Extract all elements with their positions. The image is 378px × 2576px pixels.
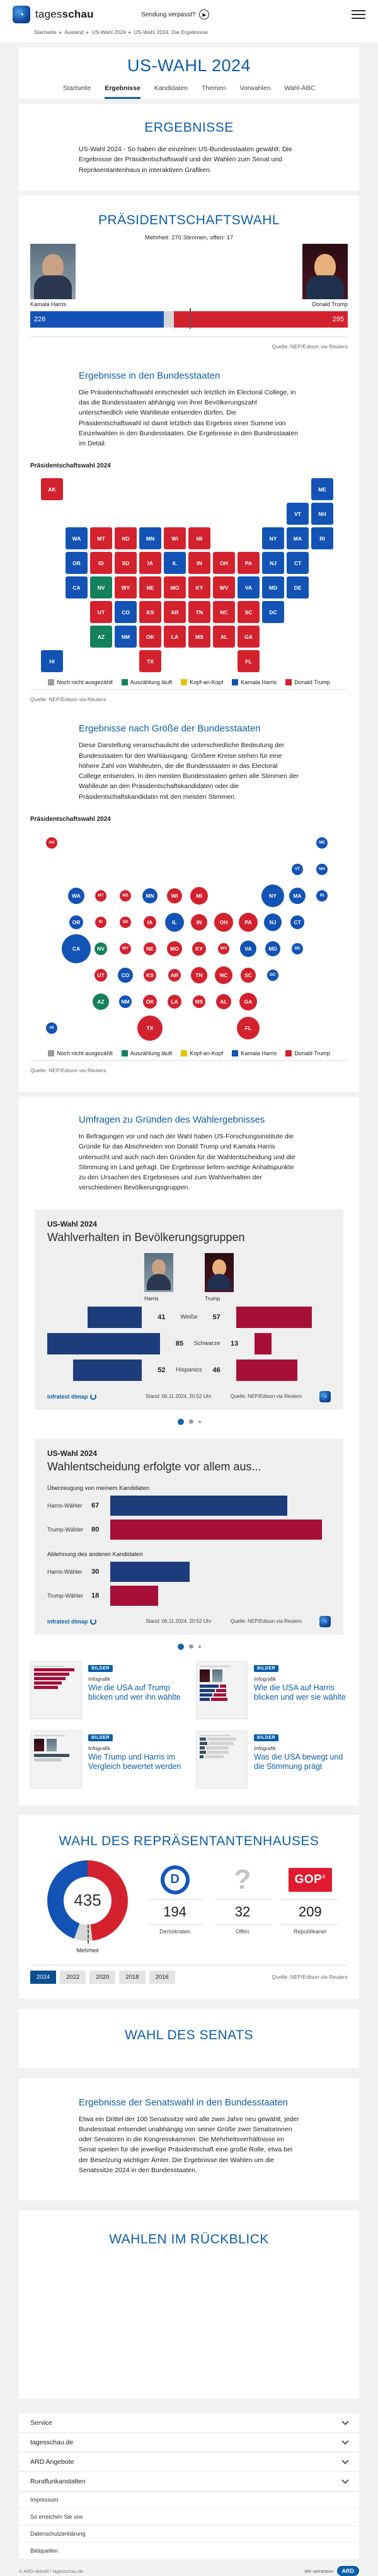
tab-kandidaten[interactable]: Kandidaten [154, 84, 188, 92]
trump-name: Donald Trump [312, 301, 348, 307]
state-bubble-UT[interactable]: UT [94, 969, 107, 982]
state-results-map [19, 474, 359, 673]
breadcrumb-separator: ▸ [59, 29, 62, 35]
state-bubble-WY[interactable]: WY [120, 943, 131, 954]
infographic-title: Wahlentscheidung erfolgte vor allem aus... [47, 1460, 261, 1473]
senate-text-card [19, 2078, 359, 2201]
stand-timestamp: Stand: 06.11.2024, 20:52 Uhr [146, 1618, 212, 1625]
chevron-down-icon [341, 2458, 348, 2464]
state-bubble-MA[interactable]: MA [289, 888, 306, 904]
breadcrumb [13, 25, 365, 41]
teaser-card-2[interactable] [196, 1661, 348, 1719]
state-tile-AZ[interactable]: AZ [90, 626, 112, 648]
party-block-demokraten [147, 1863, 203, 1935]
state-bubble-VT[interactable]: VT [292, 864, 303, 875]
state-tile-DC[interactable]: DC [262, 601, 284, 623]
legend-item: Kamala Harris [232, 679, 277, 685]
party-name: Republikaner [293, 1928, 327, 1935]
state-tile-WA[interactable]: WA [66, 527, 88, 549]
harris-caption: Harris [144, 1295, 159, 1302]
house-heading: WAHL DES REPRÄSENTANTENHAUSES [59, 1833, 319, 1848]
infratest-dimap-logo: infratest dimap [47, 1394, 96, 1400]
state-bubble-NM[interactable]: NM [119, 995, 132, 1008]
house-donut-chart [47, 1860, 128, 1941]
state-bubble-OH[interactable]: OH [214, 913, 233, 932]
source-note: Quelle: NEP/Edison via Reuters [230, 1618, 302, 1625]
state-tile-KS[interactable]: KS [139, 601, 161, 623]
state-tile-NE[interactable]: NE [139, 576, 161, 598]
motivation-row: Trump-Wähler 80 [47, 1520, 331, 1540]
teaser-title[interactable]: Wie die USA auf Harris blicken und wer sie wählte [254, 1683, 346, 1702]
umfragen-heading: Umfragen zu Gründen des Wahlergebnisses [79, 1114, 265, 1125]
teaser-title[interactable]: Was die USA bewegt und die Stimmung prägt [254, 1752, 343, 1772]
majority-label: Mehrheit [76, 1947, 99, 1954]
trump-bar [236, 1360, 297, 1381]
chevron-down-icon [341, 2419, 348, 2425]
breadcrumb-item[interactable]: Ausland [64, 29, 84, 35]
state-tile-FL[interactable]: FL [238, 650, 260, 672]
state-bubble-VA[interactable]: VA [240, 941, 256, 957]
carousel-dot-1[interactable] [178, 1644, 184, 1650]
state-tile-MO[interactable]: MO [164, 576, 186, 598]
motivation-infographic [35, 1439, 343, 1635]
party-summary [141, 1860, 344, 1935]
state-tile-ND[interactable]: ND [115, 527, 137, 549]
state-tile-IA[interactable]: IA [139, 552, 161, 574]
state-bubble-MI[interactable]: MI [190, 887, 208, 905]
rueckblick-card [19, 2211, 359, 2398]
footer-link-datenschutzerklrung[interactable]: Datenschutzerklärung [19, 2526, 359, 2543]
size-text: Diese Darstellung veranschaulicht die unterschiedliche Bedeutung der Bundesstaaten für den Wahlausgang. Größere Kreise stehen für eine höhere Zahl von Wahlleuten, die die Bundesstaaten in das Electoral College entsenden. In den meisten Bundesstaaten gehen alle Stimmen der Wahlleute an den Präsidentschaftskandidaten oder die Präsidentschaftskandidatin mit den meisten Stimmen. [79, 741, 299, 801]
state-bubble-FL[interactable]: FL [237, 1017, 260, 1039]
praesidentschaft-heading: PRÄSIDENTSCHAFTSWAHL [98, 212, 280, 227]
state-tile-WY[interactable]: WY [115, 576, 137, 598]
house-card [19, 1815, 359, 1999]
gop-logo-icon: GOP® [289, 1868, 332, 1892]
state-tile-DE[interactable]: DE [287, 576, 309, 598]
state-bubble-RI[interactable]: RI [316, 890, 328, 902]
state-tile-OR[interactable]: OR [66, 552, 88, 574]
state-bubble-DC[interactable]: DC [267, 970, 278, 981]
state-bubble-LA[interactable]: LA [168, 995, 181, 1009]
demographics-infographic [35, 1210, 343, 1410]
source-note: Quelle: NEP/Edison via Reuters [272, 343, 348, 350]
party-block-republikaner [282, 1863, 338, 1935]
menu-icon[interactable] [352, 10, 365, 19]
state-tile-NC[interactable]: NC [213, 601, 235, 623]
state-bubble-WI[interactable]: WI [167, 888, 182, 903]
legend-item: Noch nicht ausgezählt [48, 679, 113, 685]
state-tile-HI[interactable]: HI [41, 650, 63, 672]
senate-heading-card [19, 2009, 359, 2068]
state-bubble-DE[interactable]: DE [292, 943, 303, 954]
senate-sub-heading: Ergebnisse der Senatswahl in den Bundesstaaten [79, 2097, 288, 2108]
party-block-offen [214, 1863, 271, 1935]
state-bubble-NC[interactable]: NC [215, 966, 232, 984]
footer-link-impressum[interactable]: Impressum [19, 2492, 359, 2509]
state-tile-MN[interactable]: MN [139, 527, 161, 549]
seat-count-offen: 32 [214, 1899, 271, 1925]
state-bubble-PA[interactable]: PA [239, 913, 258, 932]
trump-electoral-votes: 295 [332, 315, 344, 323]
breadcrumb-item[interactable]: US-Wahl 2024: Die Ergebnisse [134, 29, 208, 35]
bilder-badge: BILDER [88, 1665, 113, 1672]
harris-name: Kamala Harris [30, 301, 67, 307]
footer-section-service[interactable]: Service [19, 2413, 359, 2433]
state-bubble-MS[interactable]: MS [193, 995, 205, 1008]
infographic-kicker: US-Wahl 2024 [47, 1448, 97, 1458]
state-tile-SC[interactable]: SC [238, 601, 260, 623]
tagesschau-logo-icon: ◔ [319, 1616, 331, 1627]
state-bubble-NE[interactable]: NE [144, 942, 156, 955]
harris-bar [73, 1360, 142, 1381]
footer-section-rundfunkanstalten[interactable]: Rundfunkanstalten [19, 2472, 359, 2492]
state-bubble-CT[interactable]: CT [290, 915, 304, 929]
year-tab-2016[interactable]: 2016 [149, 1971, 175, 1984]
state-bubble-IL[interactable]: IL [165, 913, 184, 932]
missed-broadcast-label: Sendung verpasst? [141, 11, 196, 18]
state-tile-UT[interactable]: UT [90, 601, 112, 623]
teaser-title[interactable]: Wie Trump und Harris im Vergleich bewertet werden [88, 1752, 181, 1772]
majority-marker [88, 1925, 89, 1943]
state-tile-MT[interactable]: MT [90, 527, 112, 549]
ard-logo: ARD [337, 2566, 360, 2576]
state-bubble-HI[interactable]: HI [46, 1022, 57, 1034]
site-header [0, 0, 378, 42]
state-tile-WI[interactable]: WI [164, 527, 186, 549]
teaser-grid [19, 1661, 359, 1789]
state-bubble-KS[interactable]: KS [144, 969, 156, 982]
tagesschau-logo-icon[interactable]: ◔ [13, 6, 30, 23]
tab-themen[interactable]: Themen [201, 84, 226, 92]
state-tile-AL[interactable]: AL [213, 626, 235, 648]
demo-row-Schwarze: 85 Schwarze 13 [47, 1333, 331, 1354]
harris-electoral-votes: 226 [34, 315, 46, 323]
open-seats-icon: ? [234, 1863, 251, 1895]
democrats-logo-icon: D [161, 1865, 190, 1894]
motivation-row: Trump-Wähler 18 [47, 1586, 331, 1606]
legend-item: Kopf-an-Kopf [181, 679, 223, 685]
state-tile-NY[interactable]: NY [262, 527, 284, 549]
bubble-legend [19, 1050, 359, 1056]
trump-caption: Trump [205, 1295, 220, 1302]
ergebnisse-card [19, 104, 359, 190]
state-tile-VA[interactable]: VA [238, 576, 260, 598]
state-bubble-NH[interactable]: NH [316, 864, 328, 875]
rueckblick-heading: WAHLEN IM RÜCKBLICK [109, 2232, 269, 2247]
state-tile-SD[interactable]: SD [115, 552, 137, 574]
state-tile-IL[interactable]: IL [164, 552, 186, 574]
seat-count-demokraten: 194 [147, 1899, 203, 1925]
carousel-dot-2[interactable] [189, 1419, 193, 1424]
source-note: Quelle: NEP/Edison via Reuters [230, 1394, 302, 1400]
chevron-down-icon [341, 2477, 348, 2484]
ec-segment-offen [164, 311, 174, 328]
state-tile-AK[interactable]: AK [41, 478, 63, 500]
senate-text: Etwa ein Drittel der 100 Senatssitze wird alle zwei Jahre neu gewählt, jeder Bundesstaat entsendet unabhängig von seiner Größe zwei Senatorinnen oder Senatoren in die Kongresskammer. Die Mehrheitsverhältnisse im Senat spielen für die jeweilige Präsidentschaft eine große Rolle, etwa bei der Besetzung wichtiger Ämter. Die Ergebnisse der Wahlen um die Senatssitze 2024 in den Bundesstaaten. [79, 2115, 299, 2174]
trump-bar [255, 1333, 272, 1354]
bilder-badge: BILDER [254, 1665, 278, 1672]
harris-photo [30, 244, 76, 299]
electoral-college-bar [30, 311, 348, 328]
tab-ergebnisse[interactable]: Ergebnisse [105, 84, 140, 99]
teaser-thumbnail [196, 1661, 248, 1719]
footer-accordion [19, 2413, 359, 2492]
brand-name[interactable]: tagesschau [35, 8, 94, 20]
state-bubble-TN[interactable]: TN [191, 967, 207, 983]
state-tile-NJ[interactable]: NJ [262, 552, 284, 574]
state-tile-NH[interactable]: NH [311, 503, 333, 525]
carousel-dot-2[interactable] [189, 1644, 193, 1649]
year-tab-2020[interactable]: 2020 [89, 1971, 115, 1984]
teaser-thumbnail [196, 1731, 248, 1789]
size-heading: Ergebnisse nach Größe der Bundesstaaten [79, 723, 261, 735]
breadcrumb-item[interactable]: Startseite [34, 29, 57, 35]
teaser-kicker: Infografik [254, 1675, 276, 1682]
state-tile-VT[interactable]: VT [287, 503, 309, 525]
carousel-dot-3[interactable] [198, 1646, 201, 1648]
footer-section-tagesschaude[interactable]: tagesschau.de [19, 2433, 359, 2453]
state-bubble-SD[interactable]: SD [120, 917, 131, 928]
state-tile-TX[interactable]: TX [139, 650, 161, 672]
year-tab-2024[interactable]: 2024 [30, 1971, 56, 1984]
carousel-dot-1[interactable] [178, 1419, 184, 1425]
ard-network-logo[interactable] [304, 2566, 359, 2576]
state-tile-CT[interactable]: CT [287, 552, 309, 574]
demo-row-Weiße: 41 Weiße 57 [47, 1307, 331, 1328]
breadcrumb-item[interactable]: US-Wahl 2024 [91, 29, 127, 35]
infratest-dimap-logo: infratest dimap [47, 1618, 96, 1625]
state-bubble-CA[interactable]: CA [62, 934, 91, 963]
page-title: US-WAHL 2024 [127, 56, 251, 75]
tab-vorwahlen[interactable]: Vorwahlen [239, 84, 271, 92]
ergebnisse-heading: ERGEBNISSE [144, 120, 234, 135]
motivation-group-label: Ablehnung des anderen Kandidaten [47, 1550, 143, 1558]
trump-photo [205, 1253, 234, 1292]
legend-item: Donald Trump [285, 1050, 330, 1056]
teaser-card-1[interactable] [30, 1661, 182, 1719]
state-tile-CA[interactable]: CA [66, 576, 88, 598]
harris-photo [144, 1253, 173, 1292]
state-bubble-TX[interactable]: TX [137, 1016, 163, 1041]
state-bubble-ME[interactable]: ME [316, 837, 328, 849]
state-bubble-MN[interactable]: MN [142, 888, 158, 903]
state-tile-CO[interactable]: CO [115, 601, 137, 623]
source-note: Quelle: NEP/Edison via Reuters [30, 1067, 106, 1073]
state-tile-PA[interactable]: PA [238, 552, 260, 574]
state-tile-WV[interactable]: WV [213, 576, 235, 598]
carousel-dots [19, 1419, 359, 1425]
state-tile-ME[interactable]: ME [311, 478, 333, 500]
teaser-kicker: Infografik [88, 1675, 110, 1682]
missed-broadcast-link[interactable] [141, 9, 209, 20]
footer-links [19, 2492, 359, 2560]
majority-marker [190, 308, 191, 329]
harris-bar [110, 1562, 190, 1582]
teaser-title[interactable]: Wie die USA auf Trump blicken und wer ihn wählte [88, 1683, 181, 1702]
party-name: Demokraten [159, 1928, 191, 1935]
harris-bar [110, 1496, 287, 1516]
state-bubble-ID[interactable]: ID [95, 917, 106, 928]
state-tile-RI[interactable]: RI [311, 527, 333, 549]
party-name: Offen [236, 1928, 249, 1935]
state-bubble-AR[interactable]: AR [168, 969, 181, 982]
title-card [19, 47, 359, 99]
state-bubble-NV[interactable]: NV [94, 942, 107, 955]
state-bubble-ND[interactable]: ND [120, 890, 131, 902]
trump-photo [302, 244, 348, 299]
states-heading: Ergebnisse in den Bundesstaaten [79, 370, 220, 381]
teaser-thumbnail [30, 1661, 82, 1719]
legend-item: Noch nicht ausgezählt [48, 1050, 113, 1056]
state-tile-NV[interactable]: NV [90, 576, 112, 598]
legend-item: Auszählung läuft [122, 1050, 173, 1056]
trump-bar [110, 1520, 322, 1540]
demographics-bars [47, 1307, 331, 1381]
legend-item: Kamala Harris [232, 1050, 277, 1056]
seat-count-republikaner: 209 [282, 1899, 338, 1925]
trump-bar [236, 1307, 312, 1328]
trump-bar [110, 1586, 158, 1606]
ard-claim: Wir vernetzen [304, 2568, 334, 2574]
motivation-row: Harris-Wähler 67 [47, 1496, 331, 1516]
state-bubble-KY[interactable]: KY [192, 942, 206, 956]
demo-row-Hispanics: 52 Hispanics 46 [47, 1360, 331, 1381]
infographic-title: Wahlverhalten in Bevölkerungsgruppen [47, 1230, 245, 1244]
legend-item: Kopf-an-Kopf [181, 1050, 223, 1056]
state-tile-MA[interactable]: MA [287, 527, 309, 549]
state-bubble-MO[interactable]: MO [167, 941, 182, 956]
teaser-card-4[interactable] [196, 1731, 348, 1789]
state-tile-OH[interactable]: OH [213, 552, 235, 574]
year-tabs [30, 1971, 175, 1984]
state-tile-IN[interactable]: IN [188, 552, 210, 574]
state-bubble-OK[interactable]: OK [143, 995, 157, 1009]
motivation-row: Harris-Wähler 30 [47, 1562, 331, 1582]
state-bubble-GA[interactable]: GA [239, 993, 257, 1010]
state-tile-NM[interactable]: NM [115, 626, 137, 648]
state-tile-MD[interactable]: MD [262, 576, 284, 598]
source-note: Quelle: NEP/Edison via Reuters [272, 1974, 348, 1981]
year-tab-2018[interactable]: 2018 [119, 1971, 145, 1984]
state-bubble-WA[interactable]: WA [68, 888, 84, 904]
state-tile-ID[interactable]: ID [90, 552, 112, 574]
teaser-thumbnail [30, 1731, 82, 1789]
state-bubble-SC[interactable]: SC [241, 968, 256, 983]
carousel-dot-3[interactable] [198, 1421, 201, 1423]
state-tile-OK[interactable]: OK [139, 626, 161, 648]
copyright: © ARD-aktuell / tagesschau.de [19, 2568, 84, 2574]
footer-link-soerreichensieuns[interactable]: So erreichen Sie uns [19, 2509, 359, 2526]
bilder-badge: BILDER [254, 1734, 278, 1741]
tab-startseite[interactable]: Startseite [62, 84, 91, 92]
ec-segment-Kamala Harris [30, 311, 164, 328]
state-bubble-NJ[interactable]: NJ [264, 913, 282, 931]
chevron-down-icon [341, 2438, 348, 2445]
state-bubble-CO[interactable]: CO [118, 968, 133, 983]
tab-wahl-abc[interactable]: Wahl-ABC [284, 84, 316, 92]
state-bubble-MD[interactable]: MD [265, 941, 280, 956]
praesidentschaft-card [19, 195, 359, 1092]
ec-segment-Donald Trump [174, 311, 348, 328]
state-tile-LA[interactable]: LA [164, 626, 186, 648]
footer-link-bildquellen[interactable]: Bildquellen [19, 2543, 359, 2560]
carousel-dots [19, 1644, 359, 1650]
tagesschau-logo-icon: ◔ [319, 1391, 331, 1402]
state-bubble-MT[interactable]: MT [95, 890, 106, 902]
footer-section-ardangebote[interactable]: ARD Angebote [19, 2453, 359, 2472]
house-total-seats: 435 [74, 1891, 101, 1910]
state-tile-MI[interactable]: MI [188, 527, 210, 549]
infographic-kicker: US-Wahl 2024 [47, 1219, 97, 1228]
state-bubble-AK[interactable]: AK [46, 837, 57, 849]
map-legend [19, 679, 359, 685]
breadcrumb-separator: ▸ [86, 29, 89, 35]
state-bubble-AL[interactable]: AL [216, 994, 231, 1009]
bilder-badge: BILDER [88, 1734, 113, 1741]
map-chart-label: Präsidentschaftswahl 2024 [30, 462, 111, 470]
motivation-group-label: Überzeugung von meinem Kandidaten [47, 1484, 150, 1492]
state-bubble-OR[interactable]: OR [69, 915, 83, 929]
state-bubble-IA[interactable]: IA [144, 916, 156, 929]
bubble-chart-label: Präsidentschaftswahl 2024 [30, 815, 111, 823]
senate-heading: WAHL DES SENATS [125, 2027, 253, 2042]
harris-bar [47, 1333, 160, 1354]
harris-bar [88, 1307, 142, 1328]
teaser-kicker: Infografik [88, 1744, 110, 1751]
state-bubble-WV[interactable]: WV [218, 943, 229, 954]
ergebnisse-text: US-Wahl 2024 - So haben die einzelnen US-Bundesstaaten gewählt: Die Ergebnisse der Präsidentschaftswahl und der Wahlen zum Senat und Repräsentantenhaus in interaktiven Grafiken. [79, 146, 292, 174]
umfragen-card [19, 1097, 359, 1805]
state-bubble-IN[interactable]: IN [191, 914, 207, 930]
source-note: Quelle: NEP/Edison via Reuters [30, 696, 106, 703]
state-tile-GA[interactable]: GA [238, 626, 260, 648]
majority-note: Mehrheit: 270 Stimmen, offen: 17 [144, 234, 234, 241]
stand-timestamp: Stand: 06.11.2024, 20:52 Uhr [146, 1394, 212, 1400]
state-bubble-NY[interactable]: NY [261, 884, 284, 907]
year-tab-2022[interactable]: 2022 [60, 1971, 86, 1984]
states-text: Die Präsidentschaftswahl entscheidet sich letztlich im Electoral College, in das die Bundesstaaten abhängig von ihrer Bevölkerungszahl unterschiedlich viele Wahlleute entsenden dürfen. Die Präsidentschaftswahl ist damit letztlich das Ergebnis einer Summe von Einzelwahlen in den Bundesstaaten. Die Ergebnisse in den Bundesstaaten im Detail. [79, 388, 298, 448]
legend-item: Auszählung läuft [122, 679, 173, 685]
breadcrumb-separator: ▸ [129, 29, 132, 35]
state-tile-MS[interactable]: MS [188, 626, 210, 648]
section-tabs [19, 84, 359, 99]
legend-item: Donald Trump [285, 679, 330, 685]
teaser-kicker: Infografik [254, 1744, 276, 1751]
umfragen-text: In Befragungen vor und nach der Wahl haben US-Forschungsinstitute die Gründe für das Abschneiden von Donald Trump und Kamala Harris untersucht und auch nach den Gründen für die Wahlentscheidung und die Stimmung im Land gefragt. Die Ergebnisse liefern wichtige Anhaltspunkte zu den Ursachen des Ergebnisses und zum Wahlverhalten der verschiedenen Bevölkerungsgruppen. [79, 1132, 295, 1192]
state-tile-KY[interactable]: KY [188, 576, 210, 598]
state-tile-TN[interactable]: TN [188, 601, 210, 623]
teaser-card-3[interactable] [30, 1731, 182, 1789]
state-bubble-AZ[interactable]: AZ [93, 993, 109, 1010]
state-tile-AR[interactable]: AR [164, 601, 186, 623]
state-size-bubble-map [19, 827, 359, 1044]
motivation-bars [47, 1485, 331, 1606]
play-icon[interactable]: ▶ [199, 9, 209, 20]
